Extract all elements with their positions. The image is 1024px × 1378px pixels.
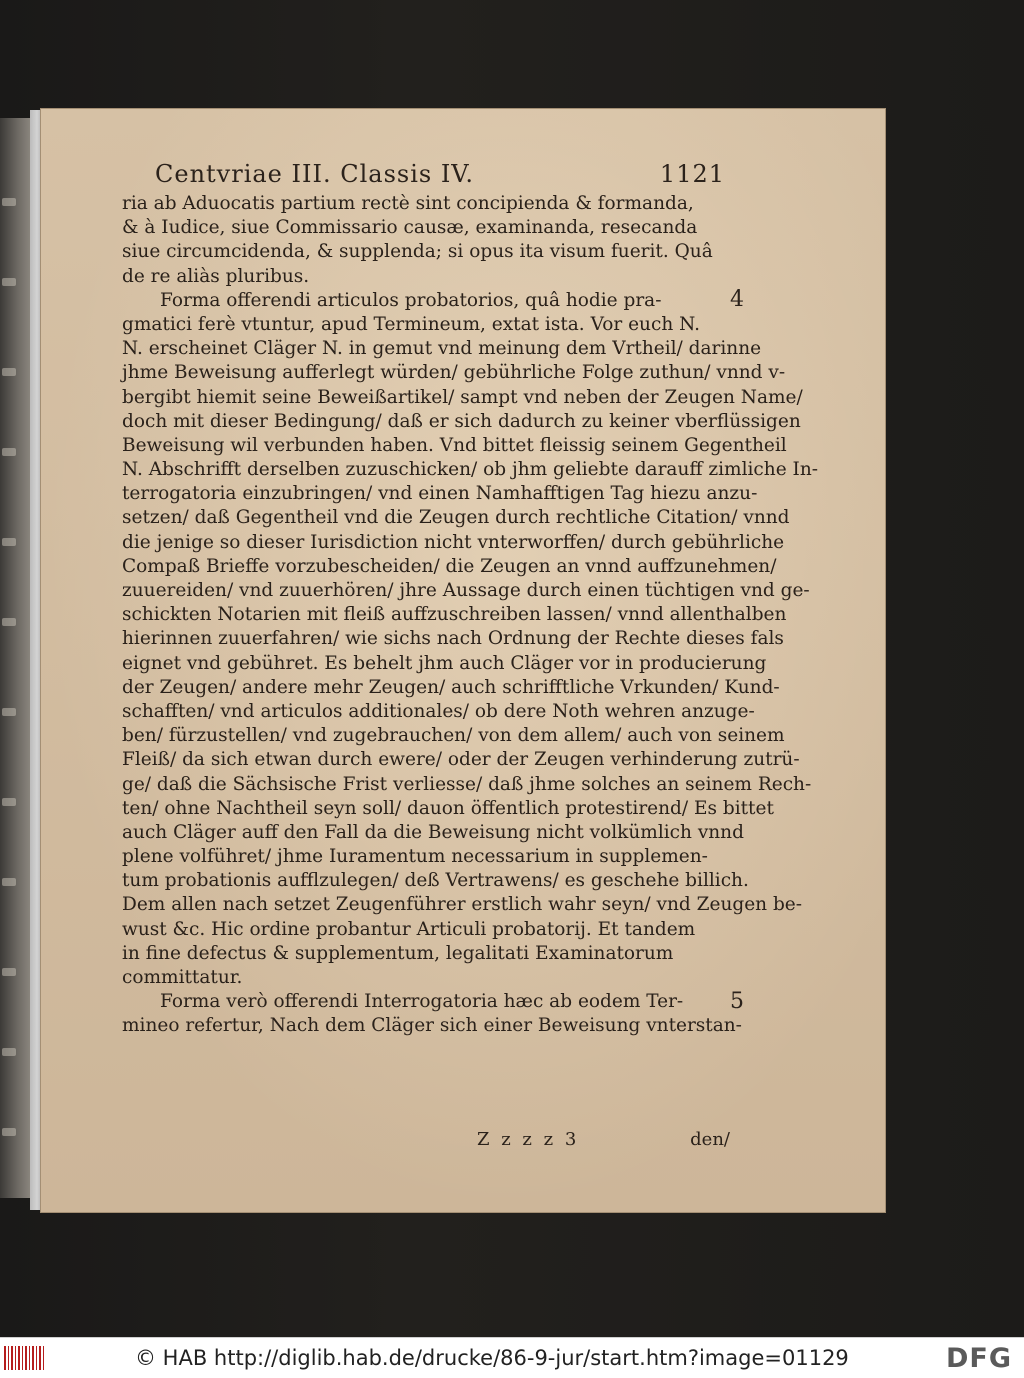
text-line: setzen/ daß Gegentheil vnd die Zeugen durch rechtliche Citation/ vnnd — [122, 507, 790, 529]
text-line: terrogatoria einzubringen/ vnd einen Namhafftigen Tag hiezu anzu- — [122, 483, 758, 505]
text-line: wust &c. Hic ordine probantur Articuli probatorij. Et tandem — [122, 918, 696, 940]
footer-bar — [0, 1337, 1024, 1378]
text-line: gmatici ferè vtuntur, apud Termineum, extat ista. Vor euch N. — [122, 313, 700, 335]
previous-pages-edge — [0, 118, 30, 1198]
page-text — [122, 192, 819, 1039]
page-number: 1121 — [659, 160, 725, 188]
text-line: eignet vnd gebühret. Es behelt jhm auch Cläger vor in producierung — [122, 652, 767, 674]
text-line: siue circumcidenda, & supplenda; si opus ita visum fuerit. Quâ — [122, 241, 713, 263]
text-line: in fine defectus & supplementum, legalitati Examinatorum — [122, 942, 674, 964]
text-line: tum probationis aufflzulegen/ deß Vertrawens/ es geschehe billich. — [122, 870, 749, 892]
text-line: auch Cläger auff den Fall da die Beweisung nicht volkümlich vnnd — [122, 821, 744, 843]
text-line: Forma offerendi articulos probatorios, quâ hodie pra- — [160, 289, 662, 311]
text-line: doch mit dieser Bedingung/ daß er sich dadurch zu keiner vberflüssigen — [122, 410, 801, 432]
copyright-link[interactable]: © HAB http://diglib.hab.de/drucke/86-9-jur/start.htm?image=01129 — [135, 1346, 849, 1370]
signature-mark: Z z z z 3 — [477, 1129, 580, 1150]
text-line: N. Abschrifft derselben zuzuschicken/ ob jhm geliebte darauff zimliche In- — [122, 459, 819, 481]
margin-number: 5 — [730, 988, 744, 1014]
text-line: jhme Beweisung aufferlegt würden/ gebührliche Folge zuthun/ vnnd v- — [122, 362, 786, 384]
text-line: schickten Notarien mit fleiß auffzuschreiben lassen/ vnnd allenthalben — [122, 604, 787, 626]
text-line: die jenige so dieser Iurisdiction nicht vnterworffen/ durch gebührliche — [122, 531, 785, 553]
text-line: mineo refertur, Nach dem Cläger sich einer Beweisung vnterstan- — [122, 1015, 742, 1037]
text-line: schafften/ vnd articulos additionales/ ob dere Noth wehren anzuge- — [122, 700, 755, 722]
book-page — [40, 108, 886, 1213]
text-line: bergibt hiemit seine Beweißartikel/ sampt vnd neben der Zeugen Name/ — [122, 386, 803, 408]
dfg-logo: DFG — [945, 1343, 1012, 1374]
running-head-title: Centvriae III. Classis IV. — [155, 160, 475, 188]
text-line: Compaß Brieffe vorzubescheiden/ die Zeugen an vnnd auffzunehmen/ — [122, 555, 777, 577]
text-line: Fleiß/ da sich etwan durch ewere/ oder der Zeugen verhinderung zutrü- — [122, 749, 800, 771]
text-line: & à Iudice, siue Commissario causæ, examinanda, resecanda — [122, 217, 698, 239]
text-line: N. erscheinet Cläger N. in gemut vnd meinung dem Vrtheil/ darinne — [122, 338, 762, 360]
margin-number: 4 — [730, 286, 744, 312]
text-line: zuuereiden/ vnd zuuerhören/ jhre Aussage durch einen tüchtigen vnd ge- — [122, 580, 810, 601]
text-line: ria ab Aduocatis partium rectè sint concipienda & formanda, — [122, 193, 694, 214]
text-line: Dem allen nach setzet Zeugenführer erstlich wahr seyn/ vnd Zeugen be- — [122, 894, 802, 916]
text-line: de re aliàs pluribus. — [122, 265, 310, 287]
text-line: committatur. — [122, 967, 243, 988]
barcode-icon — [4, 1346, 46, 1370]
catch-line — [122, 1129, 730, 1155]
text-line: plene volführet/ jhme Iuramentum necessarium in supplemen- — [122, 846, 708, 868]
text-line: ge/ daß die Sächsische Frist verliesse/ daß jhme solches an seinem Rech- — [122, 773, 812, 795]
text-line: hierinnen zuuerfahren/ wie sichs nach Ordnung der Rechte dieses fals — [122, 628, 784, 650]
text-line: ten/ ohne Nachtheil seyn soll/ dauon öffentlich protestirend/ Es bittet — [122, 797, 774, 819]
text-line: der Zeugen/ andere mehr Zeugen/ auch schrifftliche Vrkunden/ Kund- — [122, 676, 780, 698]
catchword: den/ — [690, 1129, 730, 1150]
text-line: ben/ fürzustellen/ vnd zugebrauchen/ von dem allem/ auch von seinem — [122, 725, 785, 747]
text-line: Beweisung wil verbunden haben. Vnd bittet fleissig seinem Gegentheil — [122, 434, 787, 456]
text-line: Forma verò offerendi Interrogatoria hæc ab eodem Ter- — [160, 991, 684, 1013]
